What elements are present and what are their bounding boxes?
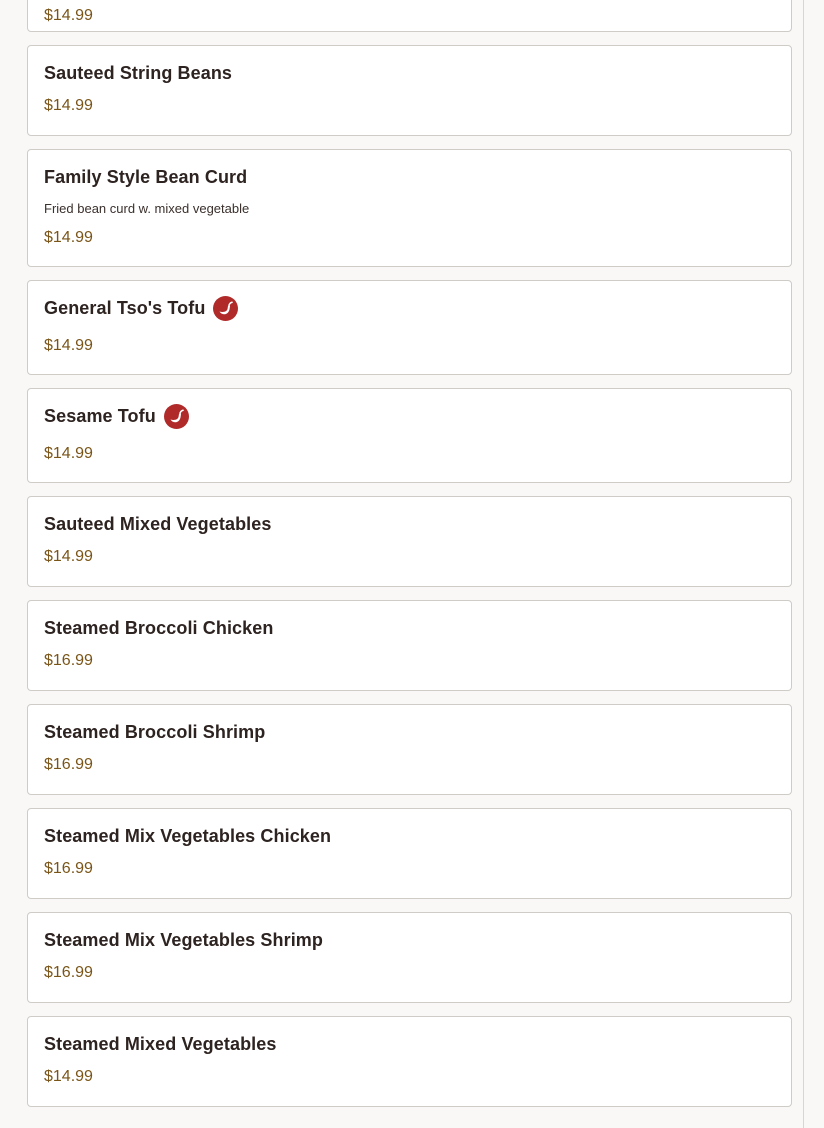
menu-item-card[interactable] bbox=[27, 496, 792, 587]
menu-item-card[interactable] bbox=[27, 149, 792, 267]
chili-pepper-icon bbox=[164, 404, 189, 429]
item-price: $14.99 bbox=[44, 7, 93, 24]
item-name: Steamed Mix Vegetables Chicken bbox=[44, 825, 332, 846]
menu-item-card[interactable] bbox=[27, 912, 792, 1003]
item-name-row bbox=[44, 403, 189, 429]
item-name-row bbox=[44, 824, 331, 848]
item-name: Sesame Tofu bbox=[44, 405, 156, 426]
item-price: $14.99 bbox=[44, 229, 93, 246]
scroll-region-divider bbox=[803, 0, 804, 1128]
item-name: Steamed Mixed Vegetables bbox=[44, 1033, 277, 1054]
menu-item-list bbox=[27, 0, 792, 1120]
item-name-row bbox=[44, 720, 265, 744]
menu-item-card[interactable] bbox=[27, 0, 792, 32]
item-name: General Tso's Tofu bbox=[44, 297, 206, 318]
menu-item-card[interactable] bbox=[27, 600, 792, 691]
item-name: Steamed Broccoli Shrimp bbox=[44, 721, 266, 742]
menu-item-card[interactable] bbox=[27, 388, 792, 483]
item-name: Steamed Mix Vegetables Shrimp bbox=[44, 929, 323, 950]
menu-item-card[interactable] bbox=[27, 704, 792, 795]
item-name-row bbox=[44, 928, 323, 952]
item-description: Fried bean curd w. mixed vegetable bbox=[44, 201, 250, 216]
item-price: $16.99 bbox=[44, 860, 93, 877]
item-name: Steamed Broccoli Chicken bbox=[44, 617, 274, 638]
item-price: $14.99 bbox=[44, 1068, 93, 1085]
menu-item-card[interactable] bbox=[27, 1016, 792, 1107]
item-name: Sauteed String Beans bbox=[44, 62, 233, 83]
item-price: $14.99 bbox=[44, 97, 93, 114]
item-name-row bbox=[44, 616, 273, 640]
item-price: $16.99 bbox=[44, 652, 93, 669]
item-price: $14.99 bbox=[44, 445, 93, 462]
menu-item-card[interactable] bbox=[27, 280, 792, 375]
menu-item-card[interactable] bbox=[27, 808, 792, 899]
item-name-row bbox=[44, 1032, 277, 1056]
chili-pepper-icon bbox=[213, 296, 238, 321]
item-name-row bbox=[44, 512, 272, 536]
item-name: Family Style Bean Curd bbox=[44, 166, 248, 187]
item-name-row bbox=[44, 61, 232, 85]
item-name-row bbox=[44, 165, 247, 189]
item-price: $16.99 bbox=[44, 964, 93, 981]
item-price: $16.99 bbox=[44, 756, 93, 773]
item-name-row bbox=[44, 295, 238, 321]
item-price: $14.99 bbox=[44, 337, 93, 354]
item-price: $14.99 bbox=[44, 548, 93, 565]
menu-item-card[interactable] bbox=[27, 45, 792, 136]
item-name: Sauteed Mixed Vegetables bbox=[44, 513, 272, 534]
